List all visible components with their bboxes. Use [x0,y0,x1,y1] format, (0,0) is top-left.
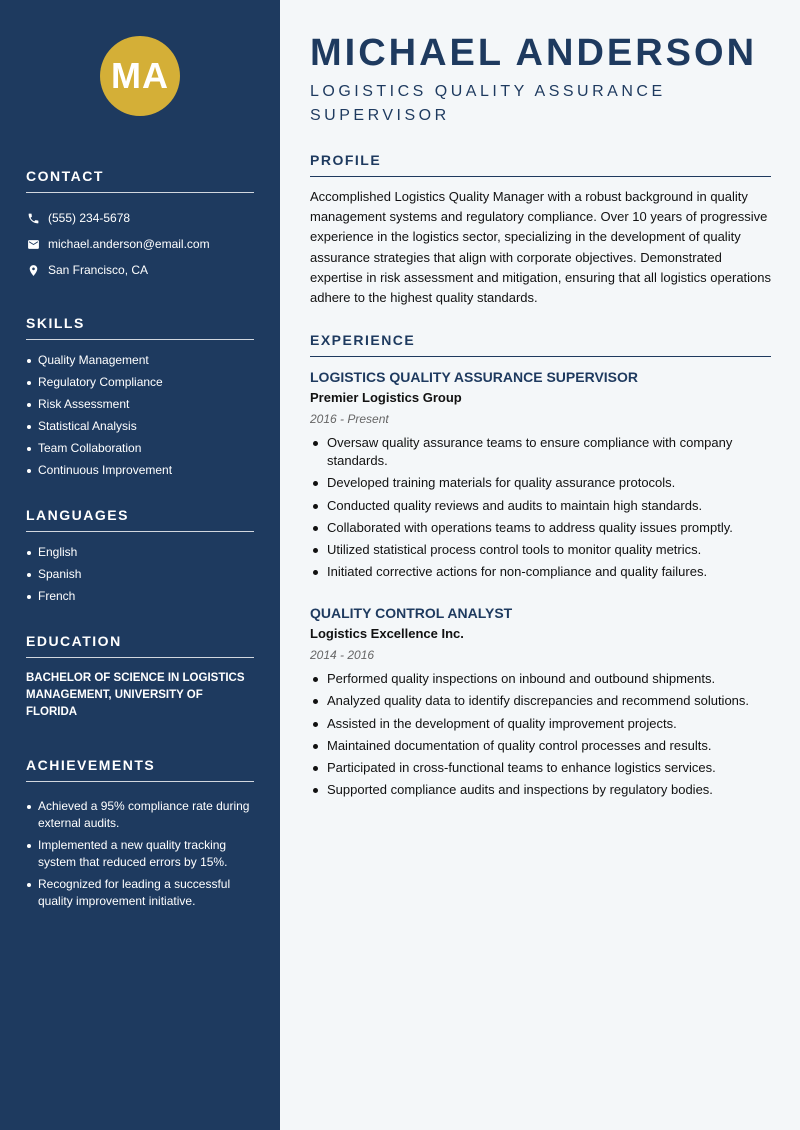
job-bullets [310,434,771,581]
profile-heading: PROFILE [310,152,771,177]
achievements-list [26,798,254,910]
contact-section [26,168,254,283]
job-role: QUALITY CONTROL ANALYST [310,605,513,622]
sidebar [0,0,280,1130]
job-bullet: Analyzed quality data to identify discrepancies and recommend solutions. [310,692,771,710]
phone-text: (555) 234-5678 [48,211,131,225]
phone-icon [26,211,40,225]
contact-phone [26,205,254,231]
job-bullet: Developed training materials for quality assurance protocols. [310,474,771,492]
email-text: michael.anderson@email.com [48,237,210,251]
job-entry [310,367,771,581]
job-bullet: Assisted in the development of quality improvement projects. [310,715,771,733]
achievement-item: Recognized for leading a successful quality improvement initiative. [26,876,254,910]
skill-item: Quality Management [26,352,254,369]
education-section [26,633,254,721]
main-content [280,0,800,1130]
skills-heading: SKILLS [26,315,254,340]
profile-section [310,152,771,308]
experience-section [310,332,771,799]
job-company: Logistics Excellence Inc. [310,626,464,642]
job-bullet: Utilized statistical process control tools to monitor quality metrics. [310,541,771,559]
job-bullet: Maintained documentation of quality control processes and results. [310,737,771,755]
language-item: French [26,588,254,605]
job-bullet: Oversaw quality assurance teams to ensure compliance with company standards. [310,434,771,470]
achievements-heading: ACHIEVEMENTS [26,757,254,782]
education-degree: BACHELOR OF SCIENCE IN LOGISTICS MANAGEMENT, UNIVERSITY OF FLORIDA [26,672,245,718]
job-bullet: Supported compliance audits and inspections by regulatory bodies. [310,781,771,799]
avatar: MA [100,36,180,116]
skill-item: Regulatory Compliance [26,374,254,391]
contact-email [26,231,254,257]
job-entry [310,603,771,799]
experience-heading: EXPERIENCE [310,332,771,357]
job-bullet: Participated in cross-functional teams to enhance logistics services. [310,759,771,777]
contact-heading: CONTACT [26,168,254,193]
achievement-item: Achieved a 95% compliance rate during external audits. [26,798,254,832]
contact-location [26,257,254,283]
job-bullets [310,670,771,799]
languages-section [26,507,254,605]
skill-item: Continuous Improvement [26,462,254,479]
achievement-item: Implemented a new quality tracking system that reduced errors by 15%. [26,837,254,871]
skill-item: Team Collaboration [26,440,254,457]
languages-heading: LANGUAGES [26,507,254,532]
skills-list [26,352,254,479]
job-dates: 2016 - Present [310,412,389,427]
envelope-icon [26,237,40,251]
job-dates: 2014 - 2016 [310,648,375,663]
location-text: San Francisco, CA [48,263,149,277]
job-bullet: Conducted quality reviews and audits to maintain high standards. [310,497,771,515]
languages-list [26,544,254,605]
job-bullet: Performed quality inspections on inbound and outbound shipments. [310,670,771,688]
job-role: LOGISTICS QUALITY ASSURANCE SUPERVISOR [310,369,639,386]
job-bullet: Collaborated with operations teams to address quality issues promptly. [310,519,771,537]
job-bullet: Initiated corrective actions for non-compliance and quality failures. [310,563,771,581]
profile-text: Accomplished Logistics Quality Manager with a robust background in quality management systems and regulatory compliance. Over 10 years of progressive experience in the logistics sector, specializing in the development of quality assurance strategies that align with corporate objectives. Demonstrated expertise in risk assessment and mitigation, ensuring that all logistics operations adhere to the highest quality standards. [310,189,772,306]
language-item: English [26,544,254,561]
education-heading: EDUCATION [26,633,254,658]
location-pin-icon [26,263,40,277]
language-item: Spanish [26,566,254,583]
job-company: Premier Logistics Group [310,390,462,406]
candidate-title: LOGISTICS QUALITY ASSURANCE SUPERVISOR [310,83,666,124]
achievements-section [26,757,254,910]
skill-item: Statistical Analysis [26,418,254,435]
skill-item: Risk Assessment [26,396,254,413]
candidate-name: MICHAEL ANDERSON [310,32,758,74]
skills-section [26,315,254,479]
